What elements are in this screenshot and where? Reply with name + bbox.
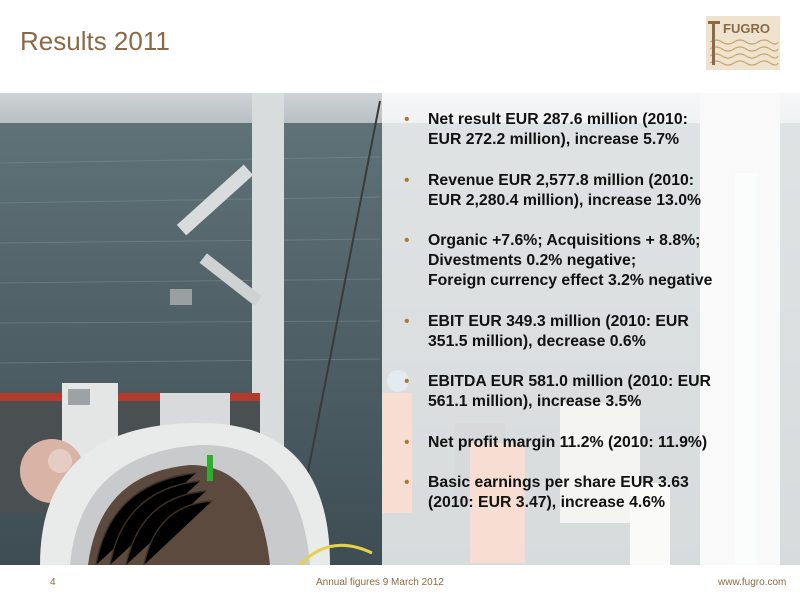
footer-caption: Annual figures 9 March 2012 (316, 577, 444, 588)
bullet-marker: • (404, 111, 410, 128)
bullet-marker: • (404, 373, 410, 390)
page-number: 4 (50, 577, 56, 588)
bullet-ebit: • EBIT EUR 349.3 million (2010: EUR 351.5 million), decrease 0.6% (404, 312, 689, 350)
bullet-marker: • (404, 312, 410, 330)
bullet-marker: • (404, 232, 410, 249)
footer-website: www.fugro.com (718, 577, 787, 588)
fugro-logo (706, 16, 780, 70)
bullet-revenue: • Revenue EUR 2,577.8 million (2010: EUR 2,280.4 million), increase 13.0% (404, 171, 702, 209)
bullet-organic: • Organic +7.6%; Acquisitions + 8.8%; Divestments 0.2% negative; Foreign currency effect 3.2% negative (404, 232, 713, 289)
bullet-marker: • (404, 171, 410, 189)
logo-text: FUGRO (723, 21, 770, 36)
bullet-ebitda: • EBITDA EUR 581.0 million (2010: EUR 561.1 million), increase 3.5% (404, 373, 711, 410)
bullet-net-result: • Net result EUR 287.6 million (2010: EUR 272.2 million), increase 5.7% (404, 111, 688, 148)
bullet-eps: • Basic earnings per share EUR 3.63 (2010: EUR 3.47), increase 4.6% (404, 474, 689, 511)
page-title: Results 2011 (20, 26, 170, 56)
bullet-marker: • (404, 474, 410, 491)
bullet-marker: • (404, 433, 410, 451)
results-bullet-list (398, 110, 793, 534)
bullet-net-profit-margin: • Net profit margin 11.2% (2010: 11.9%) (404, 433, 708, 451)
